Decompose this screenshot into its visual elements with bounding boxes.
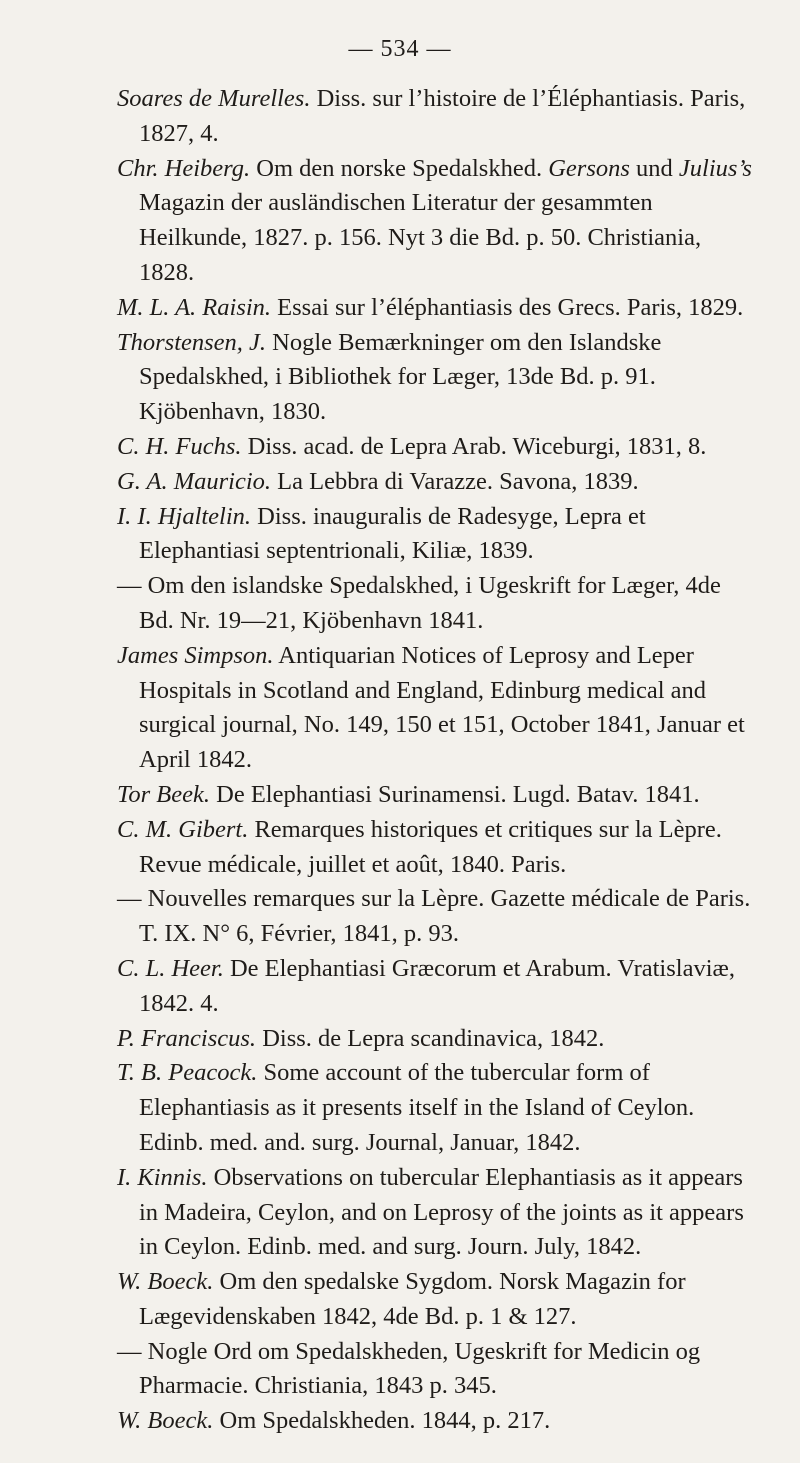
bibliography-entry	[117, 152, 752, 291]
entry-text: Om den spedalske Sygdom. Norsk Magazin for Lægevidenskaben 1842, 4de Bd. p. 1 & 127.	[139, 1268, 686, 1330]
bibliography-entry	[117, 639, 752, 778]
bibliography-entry	[117, 1265, 752, 1335]
entry-author: I. I. Hjaltelin.	[117, 502, 252, 530]
entry-author: M. L. A. Raisin.	[117, 293, 272, 321]
entry-text: Essai sur l’éléphantiasis des Grecs. Paris, 1829.	[271, 293, 744, 321]
entry-text: Antiquarian Notices of Leprosy and Leper Hospitals in Scotland and England, Edinburg medical and surgical journal, No. 149, 150 et 151, October 1841, Januar et April 1842.	[139, 641, 745, 774]
ditto-dash: —	[117, 572, 148, 600]
entry-author: W. Boeck.	[117, 1407, 214, 1435]
entry-author: Thorstensen, J.	[117, 328, 267, 356]
bibliography-list	[117, 82, 752, 1439]
entry-author: Gersons	[548, 154, 630, 182]
bibliography-entry	[117, 882, 752, 952]
bibliography-entry	[117, 1056, 752, 1160]
bibliography-entry	[117, 1404, 752, 1439]
page-number: — 534 —	[348, 36, 452, 62]
entry-text: Magazin der ausländischen Literatur der gesammten Heilkunde, 1827. p. 156. Nyt 3 die Bd. p. 50. Christiania, 1828.	[139, 189, 702, 286]
entry-author: James Simpson.	[117, 641, 274, 669]
entry-author: Julius’s	[678, 154, 752, 182]
bibliography-entry	[117, 326, 752, 430]
entry-text: und	[629, 154, 679, 182]
ditto-dash: —	[117, 1337, 148, 1365]
entry-text: Remarques historiques et critiques sur la Lèpre. Revue médicale, juillet et août, 1840. Paris.	[139, 815, 722, 878]
bibliography-entry	[117, 82, 752, 152]
bibliography-entry	[117, 1022, 752, 1057]
entry-author: Soares de Murelles.	[117, 85, 311, 112]
entry-text: La Lebbra di Varazze. Savona, 1839.	[271, 467, 639, 495]
entry-author: G. A. Mauricio.	[117, 467, 272, 495]
bibliography-entry	[117, 1161, 752, 1265]
bibliography-entry	[117, 465, 752, 500]
entry-text: Nogle Bemærkninger om den Islandske Spedalskhed, i Bibliothek for Læger, 13de Bd. p. 91. Kjöbenhavn, 1830.	[139, 328, 662, 426]
entry-author: I. Kinnis.	[117, 1163, 208, 1191]
entry-author: Tor Beek.	[117, 780, 210, 808]
bibliography-entry	[117, 952, 752, 1022]
entry-text: Observations on tubercular Elephantiasis as it appears in Madeira, Ceylon, and on Leprosy of the joints as it appears in Ceylon. Edinb. med. and surg. Journ. July, 1842.	[139, 1163, 744, 1261]
bibliography-entry	[117, 569, 752, 639]
entry-text: Some account of the tubercular form of Elephantiasis as it presents itself in the Island of Ceylon. Edinb. med. and. surg. Journal, Januar, 1842.	[139, 1059, 695, 1156]
entry-text: Diss. sur l’histoire de l’Éléphantiasis. Paris, 1827, 4.	[139, 85, 746, 147]
entry-author: C. L. Heer.	[117, 954, 224, 982]
entry-text: De Elephantiasi Græcorum et Arabum. Vratislaviæ, 1842. 4.	[139, 954, 735, 1017]
entry-author: C. H. Fuchs.	[117, 432, 242, 460]
entry-text: Om den islandske Spedalskhed, i Ugeskrift for Læger, 4de Bd. Nr. 19—21, Kjöbenhavn 1841.	[139, 572, 721, 634]
bibliography-entry	[117, 778, 752, 813]
bibliography-entry	[117, 291, 752, 326]
bibliography-entry	[117, 430, 752, 465]
entry-text: De Elephantiasi Surinamensi. Lugd. Batav. 1841.	[210, 780, 700, 808]
entry-text: Diss. acad. de Lepra Arab. Wiceburgi, 1831, 8.	[241, 432, 707, 460]
entry-text: Om den norske Spedalskhed.	[250, 154, 549, 182]
entry-text: Diss. inauguralis de Radesyge, Lepra et Elephantiasi septentrionali, Kiliæ, 1839.	[139, 502, 646, 565]
entry-author: Chr. Heiberg.	[117, 154, 251, 182]
entry-text: Diss. de Lepra scandinavica, 1842.	[256, 1024, 605, 1052]
entry-text: Om Spedalskheden. 1844, p. 217.	[213, 1407, 551, 1435]
bibliography-entry	[117, 813, 752, 883]
entry-author: T. B. Peacock.	[117, 1059, 258, 1087]
bibliography-entry	[117, 1335, 752, 1405]
entry-text: Nouvelles remarques sur la Lèpre. Gazette médicale de Paris. T. IX. N° 6, Février, 1841, p. 93.	[139, 885, 751, 948]
entry-author: P. Franciscus.	[117, 1024, 257, 1052]
entry-text: Nogle Ord om Spedalskheden, Ugeskrift for Medicin og Pharmacie. Christiania, 1843 p. 345.	[139, 1337, 701, 1400]
entry-author: C. M. Gibert.	[117, 815, 249, 843]
ditto-dash: —	[117, 885, 148, 913]
entry-author: W. Boeck.	[117, 1268, 214, 1296]
bibliography-entry	[117, 500, 752, 570]
